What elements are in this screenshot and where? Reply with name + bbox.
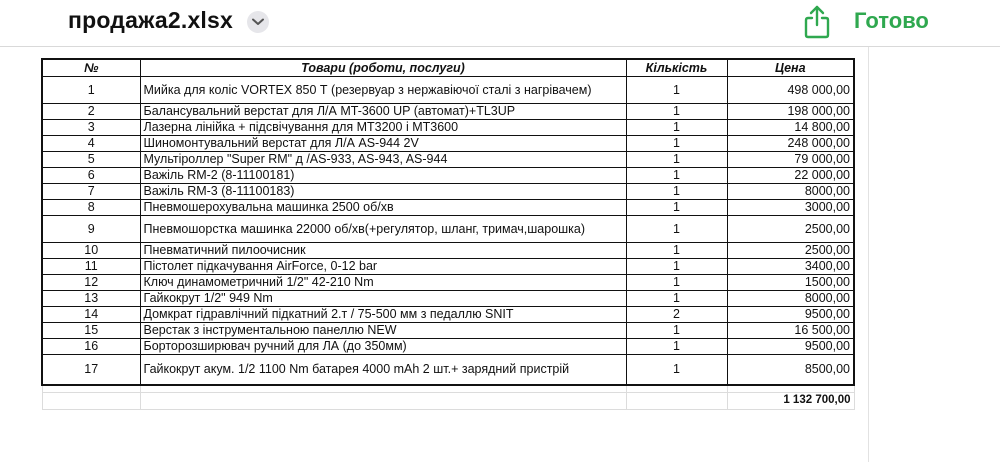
quantity-cell[interactable]: 1 — [626, 339, 727, 355]
price-cell[interactable]: 9500,00 — [727, 339, 854, 355]
quantity-cell[interactable]: 1 — [626, 184, 727, 200]
price-cell[interactable]: 3000,00 — [727, 200, 854, 216]
table-row — [42, 339, 854, 355]
empty-cell[interactable] — [626, 385, 727, 393]
quantity-cell[interactable]: 1 — [626, 323, 727, 339]
price-cell[interactable]: 498 000,00 — [727, 77, 854, 104]
table-row — [42, 77, 854, 104]
price-cell[interactable]: 16 500,00 — [727, 323, 854, 339]
item-name-cell[interactable]: Домкрат гідравлічний підкатний 2.т / 75-500 мм з педаллю SNIT — [140, 307, 626, 323]
header-row — [42, 59, 854, 77]
quantity-cell[interactable]: 1 — [626, 200, 727, 216]
item-name-cell[interactable]: Мультіроллер "Super RM" д /AS-933, AS-943, AS-944 — [140, 152, 626, 168]
price-cell[interactable]: 2500,00 — [727, 243, 854, 259]
quantity-cell[interactable]: 1 — [626, 104, 727, 120]
row-number-cell[interactable]: 15 — [42, 323, 140, 339]
item-name-cell[interactable]: Верстак з інструментальною панеллю NEW — [140, 323, 626, 339]
row-number-cell[interactable]: 10 — [42, 243, 140, 259]
empty-cell[interactable] — [140, 385, 626, 393]
item-name-cell[interactable]: Гайкокрут 1/2" 949 Nm — [140, 291, 626, 307]
total-row — [42, 392, 854, 409]
item-name-cell[interactable]: Ключ динамометричний 1/2" 42-210 Nm — [140, 275, 626, 291]
item-name-cell[interactable]: Важіль RM-3 (8-11100183) — [140, 184, 626, 200]
price-cell[interactable]: 8500,00 — [727, 355, 854, 385]
price-cell[interactable]: 2500,00 — [727, 216, 854, 243]
quantity-cell[interactable]: 1 — [626, 216, 727, 243]
quantity-cell[interactable]: 1 — [626, 243, 727, 259]
table-row — [42, 323, 854, 339]
row-number-cell[interactable]: 4 — [42, 136, 140, 152]
table-row — [42, 120, 854, 136]
quantity-cell[interactable]: 1 — [626, 168, 727, 184]
empty-row — [42, 385, 854, 393]
item-name-cell[interactable]: Пневмошерохувальна машинка 2500 об/хв — [140, 200, 626, 216]
item-name-cell[interactable]: Балансувальний верстат для Л/А MT-3600 UP (автомат)+TL3UP — [140, 104, 626, 120]
row-number-cell[interactable]: 5 — [42, 152, 140, 168]
table-row — [42, 216, 854, 243]
header-goods[interactable]: Товари (роботи, послуги) — [140, 59, 626, 77]
empty-cell[interactable] — [140, 392, 626, 409]
header-num[interactable]: № — [42, 59, 140, 77]
done-button[interactable]: Готово — [854, 8, 929, 33]
header-qty[interactable]: Кількість — [626, 59, 727, 77]
quantity-cell[interactable]: 1 — [626, 291, 727, 307]
invoice-table — [41, 58, 855, 410]
table-row — [42, 136, 854, 152]
item-name-cell[interactable]: Пневмошорстка машинка 22000 об/хв(+регулятор, шланг, тримач,шарошка) — [140, 216, 626, 243]
price-cell[interactable]: 8000,00 — [727, 184, 854, 200]
price-cell[interactable]: 8000,00 — [727, 291, 854, 307]
row-number-cell[interactable]: 11 — [42, 259, 140, 275]
row-number-cell[interactable]: 9 — [42, 216, 140, 243]
row-number-cell[interactable]: 8 — [42, 200, 140, 216]
empty-cell[interactable] — [727, 385, 854, 393]
price-cell[interactable]: 198 000,00 — [727, 104, 854, 120]
table-row — [42, 243, 854, 259]
item-name-cell[interactable]: Мийка для коліс VORTEX 850 Т (резервуар з нержавіючої сталі з нагрівачем) — [140, 77, 626, 104]
total-cell[interactable]: 1 132 700,00 — [727, 392, 854, 409]
empty-cell[interactable] — [626, 392, 727, 409]
item-name-cell[interactable]: Пістолет підкачування AirForce, 0-12 bar — [140, 259, 626, 275]
row-number-cell[interactable]: 6 — [42, 168, 140, 184]
row-number-cell[interactable]: 12 — [42, 275, 140, 291]
quantity-cell[interactable]: 1 — [626, 275, 727, 291]
quantity-cell[interactable]: 1 — [626, 120, 727, 136]
empty-cell[interactable] — [42, 385, 140, 393]
item-name-cell[interactable]: Важіль RM-2 (8-11100181) — [140, 168, 626, 184]
row-number-cell[interactable]: 16 — [42, 339, 140, 355]
table-row — [42, 275, 854, 291]
price-cell[interactable]: 9500,00 — [727, 307, 854, 323]
quantity-cell[interactable]: 1 — [626, 136, 727, 152]
price-cell[interactable]: 3400,00 — [727, 259, 854, 275]
item-name-cell[interactable]: Борторозширювач ручний для ЛА (до 350мм) — [140, 339, 626, 355]
price-cell[interactable]: 248 000,00 — [727, 136, 854, 152]
row-number-cell[interactable]: 17 — [42, 355, 140, 385]
item-name-cell[interactable]: Пневматичний пилоочисник — [140, 243, 626, 259]
quantity-cell[interactable]: 1 — [626, 152, 727, 168]
item-name-cell[interactable]: Гайкокрут акум. 1/2 1100 Nm батарея 4000 mAh 2 шт.+ зарядний пристрій — [140, 355, 626, 385]
row-number-cell[interactable]: 14 — [42, 307, 140, 323]
item-name-cell[interactable]: Лазерна лінійка + підсвічування для MT3200 і MT3600 — [140, 120, 626, 136]
price-cell[interactable]: 22 000,00 — [727, 168, 854, 184]
chevron-down-icon[interactable] — [247, 11, 269, 33]
item-name-cell[interactable]: Шиномонтувальний верстат для Л/А AS-944 2V — [140, 136, 626, 152]
spreadsheet-view[interactable] — [0, 47, 1000, 462]
price-cell[interactable]: 14 800,00 — [727, 120, 854, 136]
table-row — [42, 355, 854, 385]
quantity-cell[interactable]: 2 — [626, 307, 727, 323]
quantity-cell[interactable]: 1 — [626, 77, 727, 104]
price-cell[interactable]: 79 000,00 — [727, 152, 854, 168]
quantity-cell[interactable]: 1 — [626, 355, 727, 385]
table-row — [42, 184, 854, 200]
table-row — [42, 259, 854, 275]
row-number-cell[interactable]: 1 — [42, 77, 140, 104]
row-number-cell[interactable]: 13 — [42, 291, 140, 307]
grid-line — [868, 47, 869, 462]
table-row — [42, 291, 854, 307]
table-row — [42, 168, 854, 184]
file-title[interactable]: продажа2.xlsx — [68, 7, 234, 33]
table-row — [42, 104, 854, 120]
table-row — [42, 200, 854, 216]
row-number-cell[interactable]: 3 — [42, 120, 140, 136]
quantity-cell[interactable]: 1 — [626, 259, 727, 275]
share-icon[interactable] — [803, 5, 831, 39]
header-price[interactable]: Цена — [727, 59, 854, 77]
empty-cell[interactable] — [42, 392, 140, 409]
table-row — [42, 307, 854, 323]
table-row — [42, 152, 854, 168]
row-number-cell[interactable]: 2 — [42, 104, 140, 120]
price-cell[interactable]: 1500,00 — [727, 275, 854, 291]
top-bar — [0, 0, 1000, 47]
row-number-cell[interactable]: 7 — [42, 184, 140, 200]
